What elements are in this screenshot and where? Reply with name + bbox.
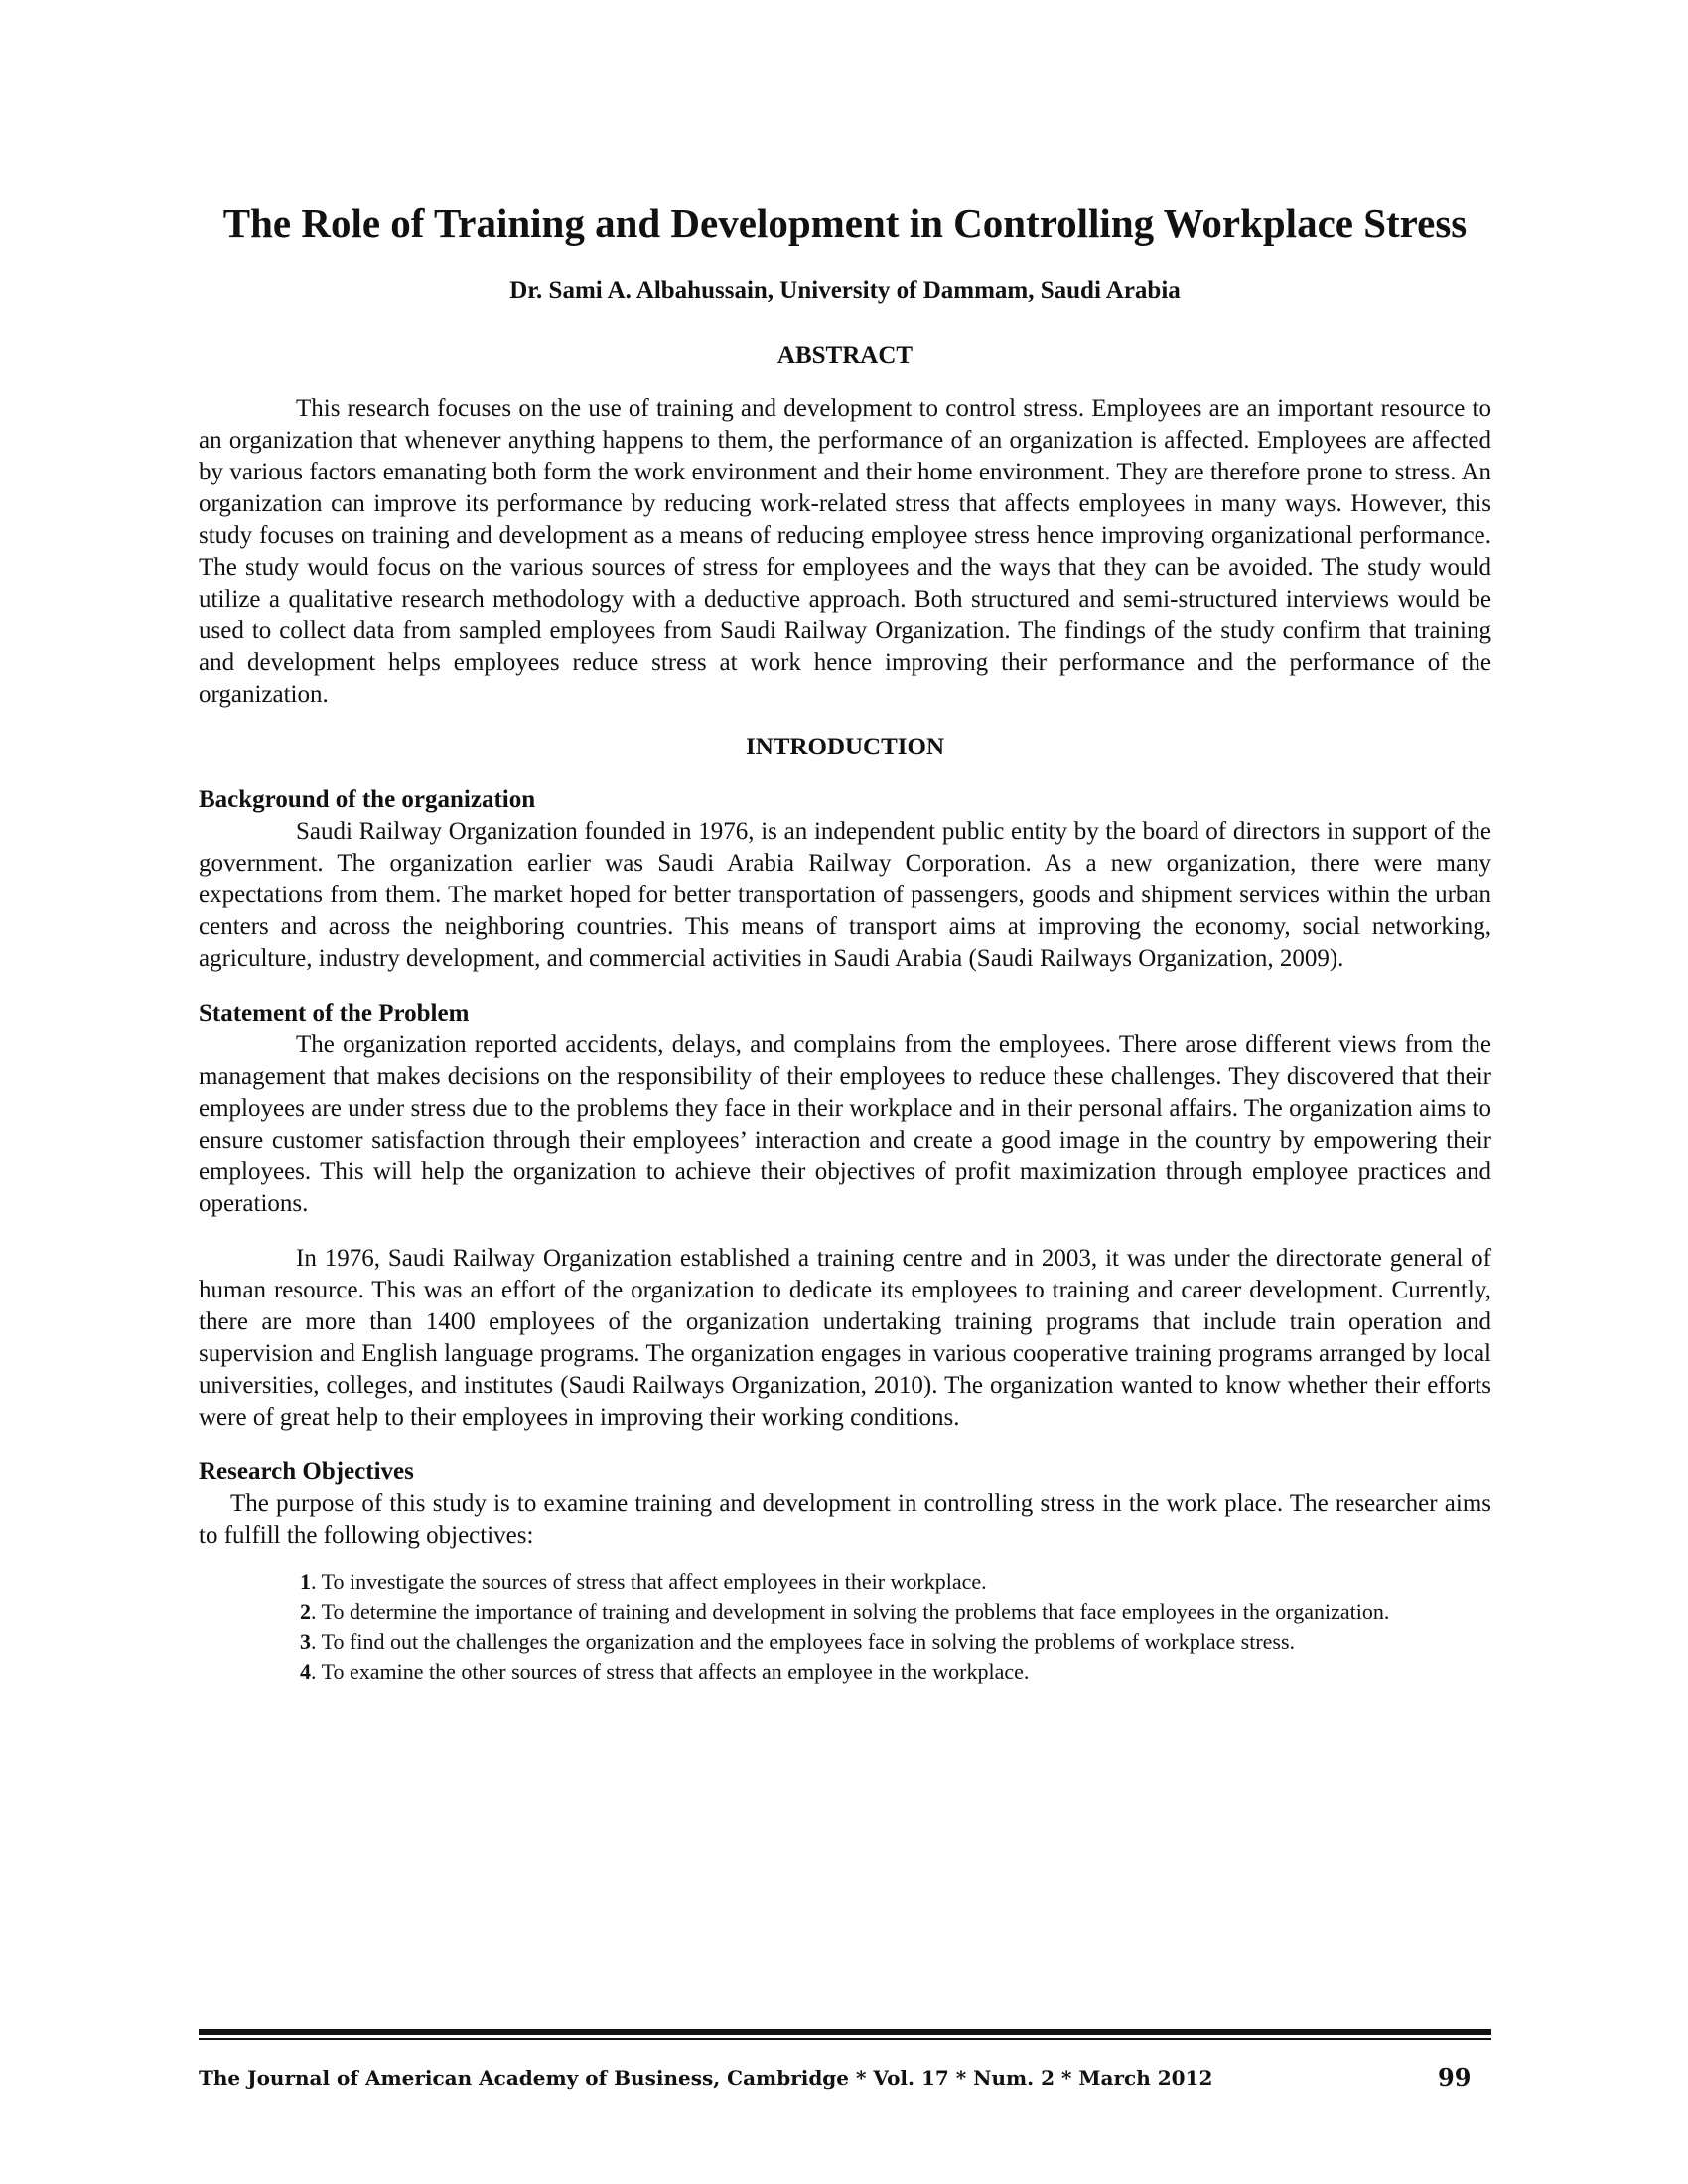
objectives-heading: Research Objectives [199, 1458, 414, 1485]
journal-citation: The Journal of American Academy of Business, Cambridge * Vol. 17 * Num. 2 * March 2012 [199, 2066, 1213, 2090]
objective-number: 1 [300, 1570, 311, 1594]
objective-number: 4 [300, 1659, 311, 1684]
objective-text: . To investigate the sources of stress that affect employees in their workplace. [311, 1570, 987, 1594]
list-item [300, 1627, 1491, 1657]
objective-text: . To examine the other sources of stress that affects an employee in the workplace. [311, 1659, 1030, 1684]
list-item [300, 1657, 1491, 1687]
objective-text: . To determine the importance of training and development in solving the problems that face employees in the organization. [311, 1599, 1390, 1624]
abstract-heading: ABSTRACT [776, 342, 914, 369]
problem-text-1: The organization reported accidents, delays, and complains from the employees. There arose different views from the management that makes decisions on the responsibility of their employees to reduce these challenges. They discovered that their employees are under stress due to the problems they face in their workplace and in their personal affairs. The organization aims to ensure customer satisfaction through their employees’ interaction and create a good image in the country by empowering their employees. This will help the organization to achieve their objectives of profit maximization through employee practices and operations. [199, 1031, 1491, 1217]
objective-number: 3 [300, 1629, 311, 1654]
background-heading: Background of the organization [199, 786, 536, 813]
paper-page [199, 199, 1491, 1687]
problem-heading: Statement of the Problem [199, 1000, 470, 1026]
footer-rule-thick [199, 2029, 1491, 2035]
objectives-list [199, 1568, 1491, 1687]
introduction-heading: INTRODUCTION [745, 734, 945, 760]
paper-title: The Role of Training and Development in Controlling Workplace Stress [222, 201, 1468, 246]
background-text: Saudi Railway Organization founded in 1976, is an independent public entity by the board of directors in support of the government. The organization earlier was Saudi Arabia Railway Corporation. As a new organization, there were many expectations from them. The market hoped for better transportation of passengers, goods and shipment services within the urban centers and across the neighboring countries. This means of transport aims at improving the economy, social networking, agriculture, industry development, and commercial activities in Saudi Arabia (Saudi Railways Organization, 2009). [199, 818, 1491, 972]
abstract-text: This research focuses on the use of training and development to control stress. Employees are an important resource to an organization that whenever anything happens to them, the performance of an organization is affected. Employees are affected by various factors emanating both form the work environment and their home environment. They are therefore prone to stress. An organization can improve its performance by reducing work-related stress that affects employees in many ways. However, this study focuses on training and development as a means of reducing employee stress hence improving organizational performance. The study would focus on the various sources of stress for employees and the ways that they can be avoided. The study would utilize a qualitative research methodology with a deductive approach. Both structured and semi-structured interviews would be used to collect data from sampled employees from Saudi Railway Organization. The findings of the study confirm that training and development helps employees reduce stress at work hence improving their performance and the performance of the organization. [199, 395, 1491, 708]
list-item [300, 1568, 1491, 1597]
footer-rule-thin [199, 2038, 1491, 2040]
author-line: Dr. Sami A. Albahussain, University of Dammam, Saudi Arabia [509, 277, 1181, 304]
objectives-text: The purpose of this study is to examine training and development in controlling stress in the work place. The researcher aims to fulfill the following objectives: [199, 1490, 1491, 1549]
objective-text: . To find out the challenges the organization and the employees face in solving the problems of workplace stress. [311, 1629, 1296, 1654]
list-item [300, 1597, 1491, 1627]
page-number: 99 [1438, 2063, 1472, 2092]
problem-text-2: In 1976, Saudi Railway Organization established a training centre and in 2003, it was under the directorate general of human resource. This was an effort of the organization to dedicate its employees to training and career development. Currently, there are more than 1400 employees of the organization undertaking training programs that include train operation and supervision and English language programs. The organization engages in various cooperative training programs arranged by local universities, colleges, and institutes (Saudi Railways Organization, 2010). The organization wanted to know whether their efforts were of great help to their employees in improving their working conditions. [199, 1245, 1491, 1431]
objective-number: 2 [300, 1599, 311, 1624]
